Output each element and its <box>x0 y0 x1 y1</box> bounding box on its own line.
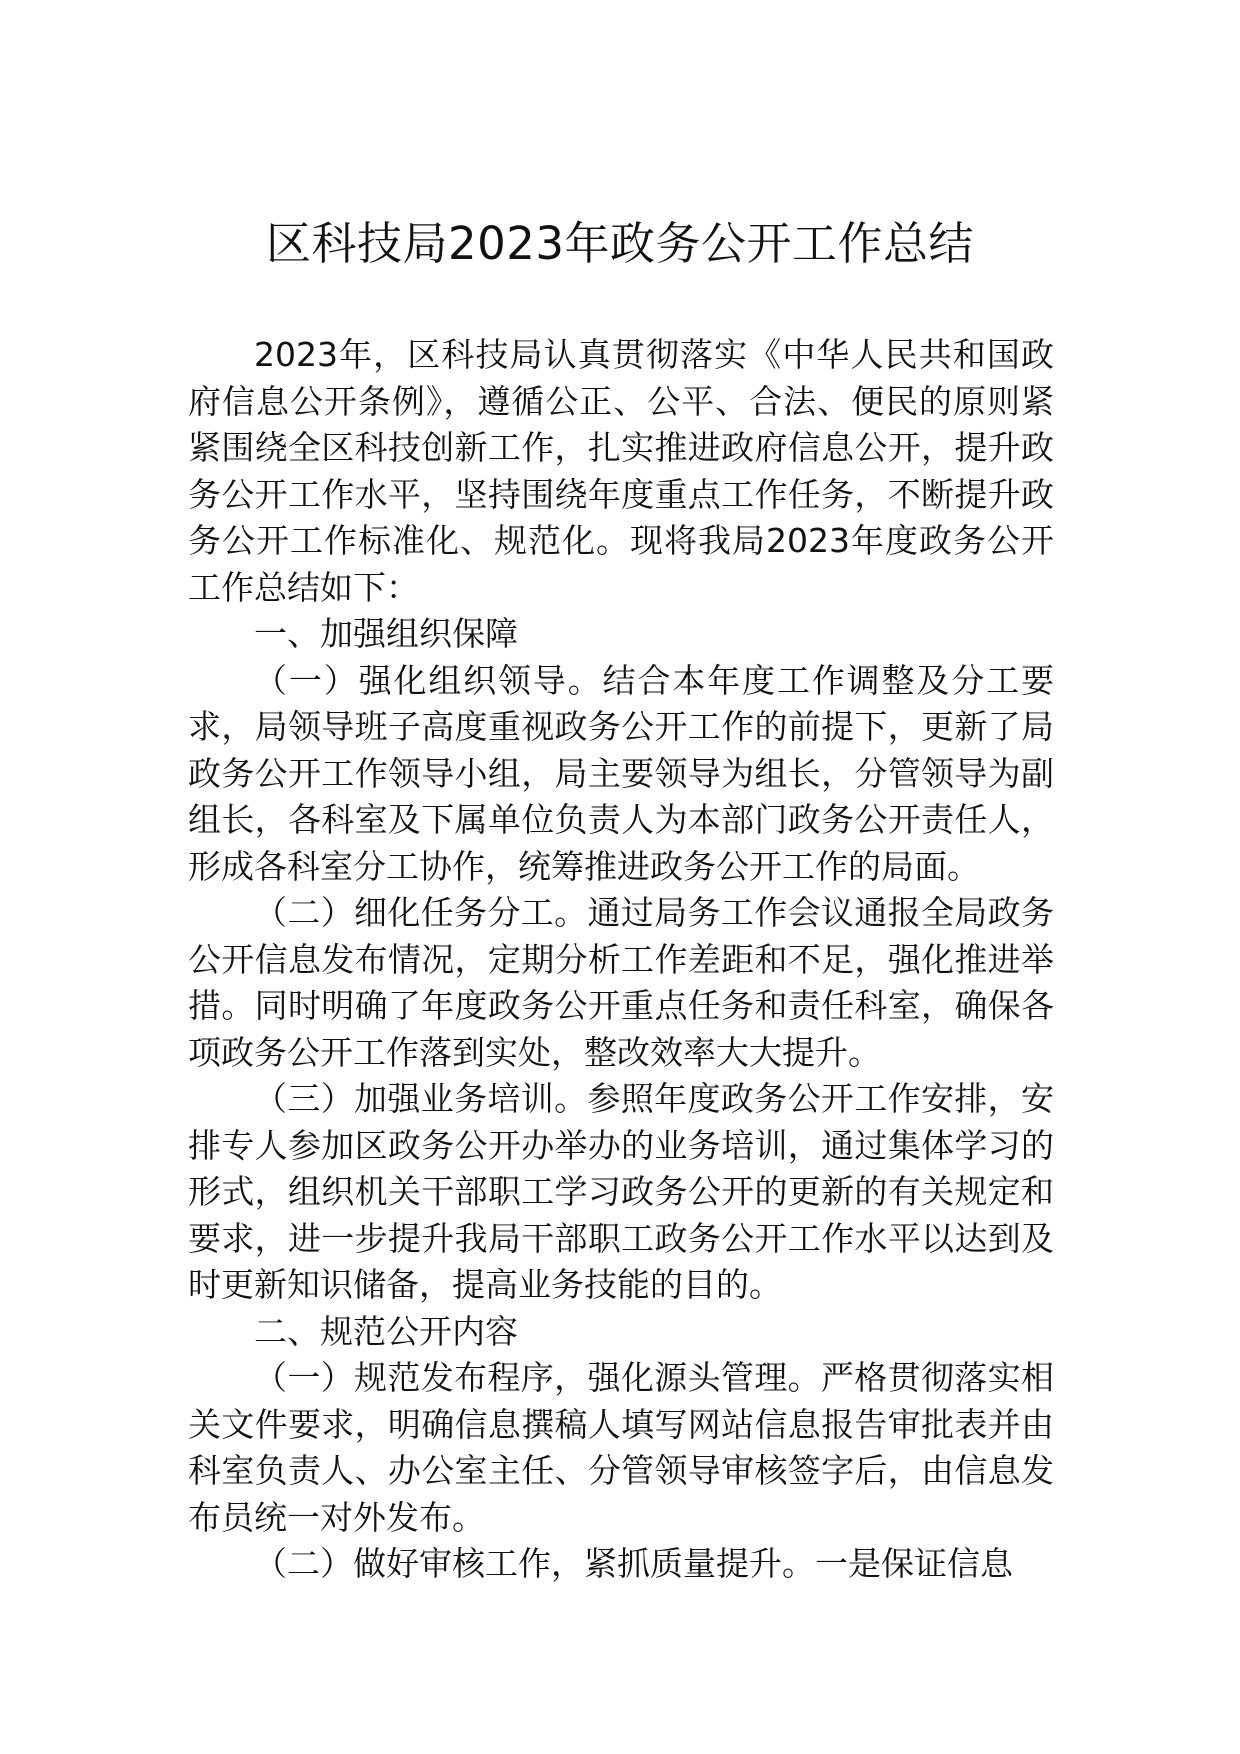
body-paragraph: （一）强化组织领导。结合本年度工作调整及分工要求，局领导班子高度重视政务公开工作的前提下，更新了局政务公开工作领导小组，局主要领导为组长，分管领导为副组长，各科室及下属单位负责人为本部门政务公开责任人，形成各科室分工协作，统筹推进政务公开工作的局面。 <box>188 660 1054 886</box>
section-heading-1: 一、加强组织保障 <box>254 614 518 653</box>
body-paragraph: （二）做好审核工作，紧抓质量提升。一是保证信息 <box>254 1544 1013 1583</box>
intro-paragraph: 2023年，区科技局认真贯彻落实《中华人民共和国政府信息公开条例》，遵循公正、公平、合法、便民的原则紧紧围绕全区科技创新工作，扎实推进政府信息公开，提升政务公开工作水平，坚持围绕年度重点工作任务，不断提升政务公开工作标准化、规范化。现将我局2023年度政务公开工作总结如下： <box>188 335 1054 607</box>
body-paragraph: （一）规范发布程序，强化源头管理。严格贯彻落实相关文件要求，明确信息撰稿人填写网站信息报告审批表并由科室负责人、办公室主任、分管领导审核签字后，由信息发布员统一对外发布。 <box>188 1358 1054 1537</box>
document-title: 区科技局2023年政务公开工作总结 <box>265 217 975 270</box>
body-paragraph: （三）加强业务培训。参照年度政务公开工作安排，安排专人参加区政务公开办举办的业务培训，通过集体学习的形式，组织机关干部职工学习政务公开的更新的有关规定和要求，进一步提升我局干部职工政务公开工作水平以达到及时更新知识储备，提高业务技能的目的。 <box>188 1079 1054 1304</box>
body-paragraph: （二）细化任务分工。通过局务工作会议通报全局政务公开信息发布情况，定期分析工作差距和不足，强化推进举措。同时明确了年度政务公开重点任务和责任科室，确保各项政务公开工作落到实处，整改效率大大提升。 <box>188 893 1054 1072</box>
document-body <box>188 332 1054 1588</box>
section-heading-2: 二、规范公开内容 <box>254 1311 518 1351</box>
